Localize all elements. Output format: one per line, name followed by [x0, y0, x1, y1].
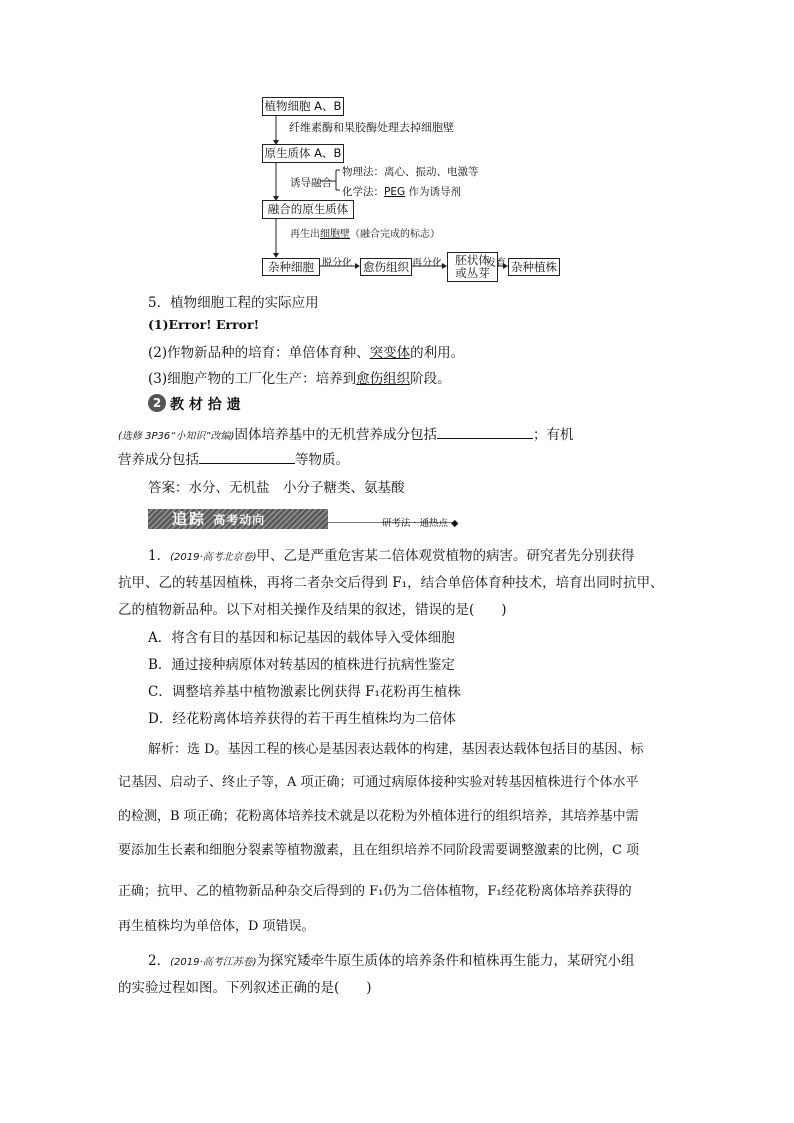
q1-stem-line1	[148, 544, 635, 564]
q1-stem-line2: 抗甲、乙的转基因植株，再将二者杂交后得到 F₁，结合单倍体育种技术，培育出同时抗甲、	[118, 575, 664, 591]
q1-stem-text1: 甲、乙是严重危害某二倍体观赏植物的病害。研究者先分别获得	[256, 548, 635, 564]
q1-explanation-line3: 的检测，B 项正确；花粉离体培养技术就是以花粉为外植体进行的组织培养，其培养基中需	[118, 809, 639, 824]
banner-right-text: 研考法 · 通热点 ◆	[382, 518, 459, 529]
item2-suffix: 的利用。	[410, 345, 465, 361]
textbook-source: (选修 3P36“小知识”改编)	[118, 431, 235, 442]
q1-stem-line3: 乙的植物新品种。以下对相关操作及结果的叙述，错误的是( )	[118, 602, 507, 618]
q1-explanation-line1: 解析：选 D。基因工程的核心是基因表达载体的构建，基因表达载体包括目的基因、标	[148, 742, 644, 757]
q2-num: 2．	[148, 953, 171, 969]
item3-underlined: 愈伤组织	[356, 371, 411, 387]
banner-title-main: 追踪	[172, 510, 207, 528]
q2-stem-line1	[148, 949, 635, 969]
item2-underlined: 突变体	[369, 345, 411, 361]
textbook-badge-icon: 2	[148, 394, 166, 412]
physical-method: 物理法：离心、振动、电激等	[342, 166, 479, 178]
regen-label	[290, 225, 440, 240]
q2-stem-text1: 为探究矮牵牛原生质体的培养条件和植株再生能力，某研究小组	[256, 953, 635, 969]
chemical-method	[342, 184, 461, 199]
box-plant-cells: 植物细胞 A、B	[262, 97, 344, 116]
item3-suffix: 阶段。	[410, 371, 451, 387]
item3-prefix: (3)细胞产物的工厂化生产：培养到	[148, 371, 357, 387]
section5-item1: (1)Error! Error!	[148, 317, 260, 332]
textbook-question-line1	[118, 423, 573, 443]
blank-organic	[199, 451, 295, 464]
banner-subtitle: 高考动向	[213, 513, 266, 527]
chemical-method-peg: PEG	[384, 186, 406, 198]
q1-explanation-line4: 要添加生长素和细胞分裂素等植物激素，且在组织培养不同阶段需要调整激素的比例，C 项	[118, 843, 640, 858]
regen-wall: 细胞壁	[320, 229, 350, 240]
rediff-label: 再分化	[412, 258, 442, 269]
textbook-question-line2	[118, 448, 349, 468]
q1-option-a[interactable]: A．将含有目的基因和标记基因的载体导入受体细胞	[148, 630, 455, 646]
q1-option-b[interactable]: B．通过接种病原体对转基因的植株进行抗病性鉴定	[148, 657, 455, 673]
regen-prefix: 再生出	[290, 229, 320, 240]
q2-stem-line2: 的实验过程如图。下列叙述正确的是( )	[118, 980, 372, 996]
textbook-q-part3: 营养成分包括	[118, 452, 199, 468]
blank-inorganic	[437, 426, 533, 439]
embryo-line1: 胚状体	[455, 253, 490, 267]
q1-explanation-line2: 记基因、启动子、终止子等，A 项正确；可通过病原体接种实验对转基因植株进行个体水平	[118, 775, 639, 790]
q1-explanation-line6: 再生植株均为单倍体，D 项错误。	[118, 919, 315, 934]
q1-num: 1．	[148, 548, 171, 564]
section5-heading: 5．植物细胞工程的实际应用	[148, 295, 319, 311]
q1-explanation-line5: 正确；抗甲、乙的植物新品种杂交后得到的 F₁仍为二倍体植物，F₁经花粉离体培养获得的	[118, 884, 632, 899]
item2-prefix: (2)作物新品种的培育：单倍体育种、	[148, 345, 370, 361]
embryo-line2: 或丛芽	[455, 266, 490, 280]
textbook-title: 教 材 拾 遗	[170, 397, 241, 413]
chemical-method-prefix: 化学法：	[342, 186, 384, 198]
section5-item2	[148, 341, 464, 361]
box-fused-protoplast: 融合的原生质体	[262, 200, 354, 219]
regen-suffix: （融合完成的标志）	[350, 229, 440, 240]
box-hybrid-plant: 杂种植株	[508, 258, 560, 276]
dediff-label: 脱分化	[322, 258, 352, 269]
develop-label: 发育	[486, 258, 506, 269]
flowchart-lines	[0, 0, 794, 290]
textbook-q-part2: ；有机	[532, 427, 574, 443]
textbook-q-part4: 等物质。	[295, 452, 349, 468]
q1-source: (2019·高考北京卷)	[170, 552, 257, 563]
textbook-answer: 答案：水分、无机盐 小分子糖类、氨基酸	[148, 480, 405, 496]
textbook-q-part1: 固体培养基中的无机营养成分包括	[234, 427, 437, 443]
step-enzyme-label: 纤维素酶和果胶酶处理去掉细胞壁	[289, 121, 454, 134]
section5-item3	[148, 367, 451, 387]
box-protoplast: 原生质体 A、B	[262, 144, 344, 163]
box-callus: 愈伤组织	[360, 258, 412, 276]
q1-option-c[interactable]: C．调整培养基中植物激素比例获得 F₁花粉再生植株	[148, 684, 461, 700]
chemical-method-suffix: 作为诱导剂	[405, 186, 461, 198]
banner-title	[172, 509, 265, 530]
induce-fusion-label: 诱导融合	[290, 177, 332, 189]
q2-source: (2019·高考江苏卷)	[170, 957, 257, 968]
box-hybrid-cell: 杂种细胞	[262, 258, 320, 276]
q1-option-d[interactable]: D．经花粉离体培养获得的若干再生植株均为二倍体	[148, 711, 456, 727]
